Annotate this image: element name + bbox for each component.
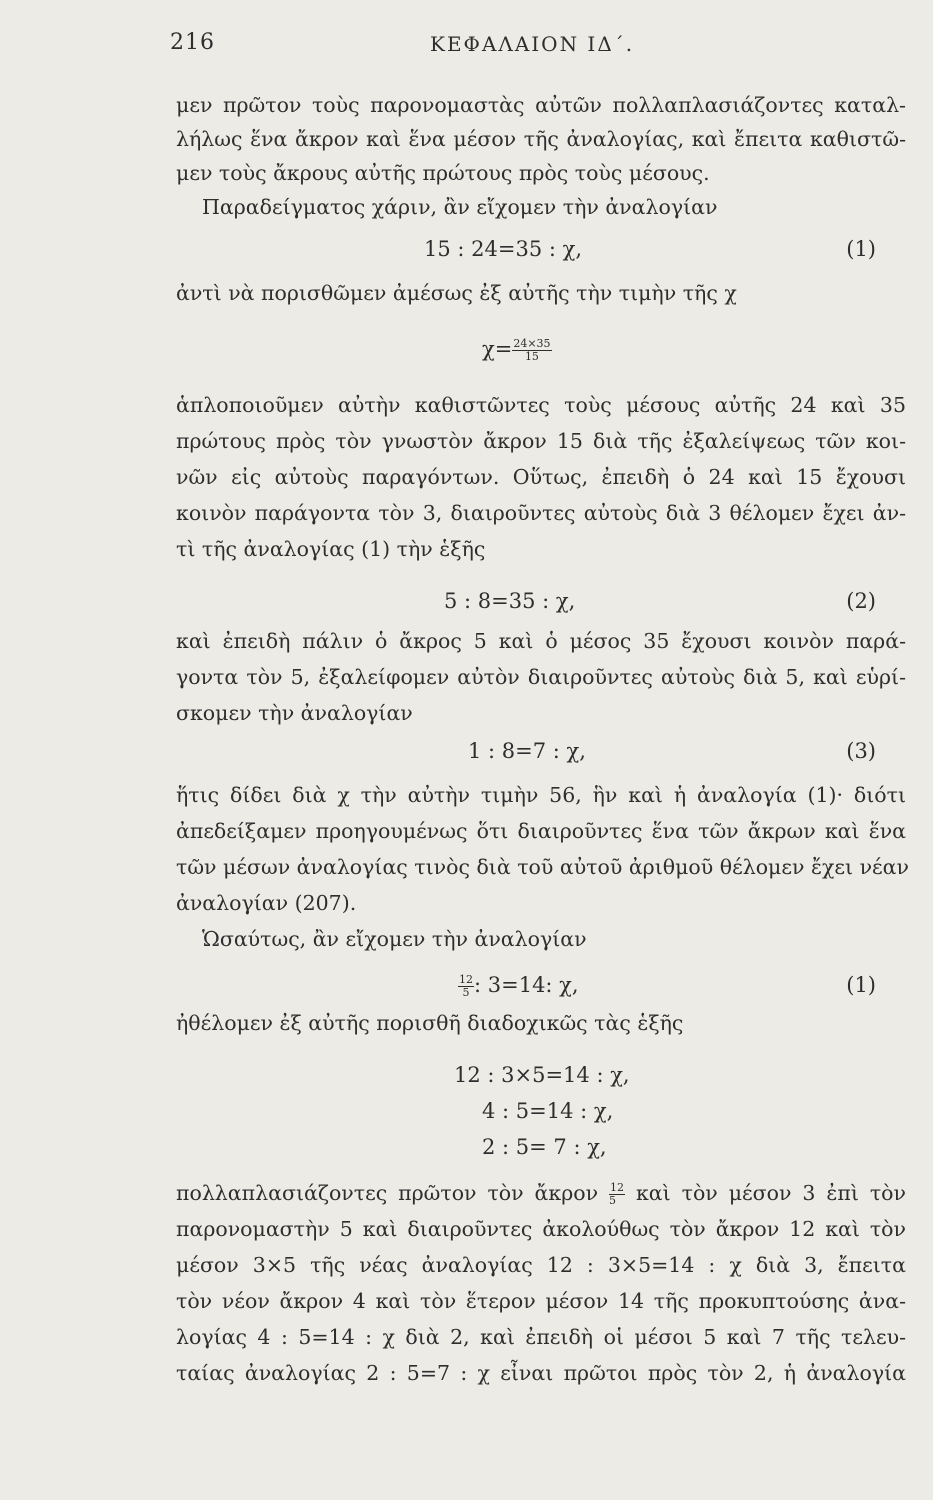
equation-lhs: χ= — [482, 337, 513, 361]
text-line: καὶ ἐπειδὴ πάλιν ὁ ἄκρος 5 καὶ ὁ μέσος 35 ἔχουσι κοινὸν παρά- — [176, 629, 906, 653]
equation-number: (1) — [846, 973, 876, 997]
equation-formula: 2 : 5= 7 : χ, — [482, 1135, 607, 1159]
text-segment: καὶ τὸν μέσον 3 ἐπὶ τὸν — [635, 1181, 906, 1205]
equation-formula: 15 : 24=35 : χ, — [424, 237, 583, 261]
fraction — [512, 338, 551, 363]
equation-number: (2) — [846, 589, 876, 613]
text-line: νῶν εἰς αὐτοὺς παραγόντων. Οὕτως, ἐπειδὴ ὁ 24 καὶ 15 ἔχουσι — [176, 465, 906, 489]
text-line: γοντα τὸν 5, ἐξαλείφομεν αὐτὸν διαιροῦντες αὐτοὺς διὰ 5, καὶ εὑρί- — [176, 665, 906, 689]
text-line: ἠθέλομεν ἐξ αὐτῆς πορισθῆ διαδοχικῶς τὰς ἑξῆς — [176, 1011, 684, 1035]
text-line: σκομεν τὴν ἀναλογίαν — [176, 701, 413, 725]
equation-formula: 5 : 8=35 : χ, — [444, 589, 576, 613]
text-line: Παραδείγματος χάριν, ἂν εἴχομεν τὴν ἀναλογίαν — [202, 195, 718, 219]
text-line: ἀπεδείξαμεν προηγουμένως ὅτι διαιροῦντες ἕνα τῶν ἄκρων καὶ ἕνα — [176, 819, 906, 843]
fraction-numerator: 12 — [459, 973, 473, 986]
running-title: ΚΕΦΑΛΑΙΟΝ ΙΔ΄. — [430, 32, 635, 56]
text-line: μεν τοὺς ἄκρους αὐτῆς πρώτους πρὸς τοὺς μέσους. — [176, 161, 710, 185]
fraction-numerator: 12 — [610, 1181, 625, 1194]
text-line: λογίας 4 : 5=14 : χ διὰ 2, καὶ ἐπειδὴ οἱ μέσοι 5 καὶ 7 τῆς τελευ- — [176, 1325, 906, 1349]
text-line: παρονομαστὴν 5 καὶ διαιροῦντες ἀκολούθως τὸν ἄκρον 12 καὶ τὸν — [176, 1217, 906, 1241]
equation-number: (3) — [846, 739, 876, 763]
fraction-denominator: 15 — [524, 350, 539, 363]
page-number: 216 — [170, 30, 215, 55]
text-segment: πολλαπλασιάζοντες πρῶτον τὸν ἄκρον — [176, 1181, 599, 1205]
fraction-numerator: 24×35 — [513, 337, 551, 350]
text-line: ἁπλοποιοῦμεν αὐτὴν καθιστῶντες τοὺς μέσους αὐτῆς 24 καὶ 35 — [176, 393, 906, 417]
text-line: ταίας ἀναλογίας 2 : 5=7 : χ εἶναι πρῶτοι πρὸς τὸν 2, ἡ ἀναλογία — [176, 1361, 906, 1385]
equation-formula: : 3=14: χ, — [474, 973, 579, 997]
text-line: μέσον 3×5 τῆς νέας ἀναλογίας 12 : 3×5=14 : χ διὰ 3, ἔπειτα — [176, 1253, 906, 1277]
fraction-denominator: 5 — [462, 986, 470, 999]
fraction-denominator: 5 — [609, 1194, 617, 1207]
equation-formula: 12 : 3×5=14 : χ, — [454, 1063, 630, 1087]
text-line — [176, 1178, 906, 1208]
text-line: τῶν μέσων ἀναλογίας τινὸς διὰ τοῦ αὐτοῦ ἀριθμοῦ θέλομεν ἔχει νέαν — [176, 855, 909, 879]
page-header — [170, 30, 910, 66]
equation-formula: 4 : 5=14 : χ, — [482, 1099, 614, 1123]
text-line: κοινὸν παράγοντα τὸν 3, διαιροῦντες αὐτοὺς διὰ 3 θέλομεν ἔχει ἀν- — [176, 501, 906, 525]
text-line: τὸν νέον ἄκρον 4 καὶ τὸν ἕτερον μέσον 14 τῆς προκυπτούσης ἀνα- — [176, 1289, 906, 1313]
text-line: ἀντὶ νὰ πορισθῶμεν ἀμέσως ἐξ αὐτῆς τὴν τιμὴν τῆς χ — [176, 281, 737, 305]
text-line: ἥτις δίδει διὰ χ τὴν αὐτὴν τιμὴν 56, ἣν καὶ ἡ ἀναλογία (1)· διότι — [176, 783, 906, 807]
equation-number: (1) — [846, 237, 876, 261]
text-line: μεν πρῶτον τοὺς παρονομαστὰς αὐτῶν πολλαπλασιάζοντες καταλ- — [176, 93, 906, 117]
fraction — [458, 974, 474, 999]
text-line: λήλως ἕνα ἄκρον καὶ ἕνα μέσον τῆς ἀναλογίας, καὶ ἔπειτα καθιστῶ- — [176, 127, 906, 151]
text-line: Ὡσαύτως, ἂν εἴχομεν τὴν ἀναλογίαν — [202, 927, 587, 951]
equation-formula: 1 : 8=7 : χ, — [468, 739, 586, 763]
text-line: ἀναλογίαν (207). — [176, 891, 357, 915]
fraction — [609, 1182, 625, 1207]
text-line: πρώτους πρὸς τὸν γνωστὸν ἄκρον 15 διὰ τῆς ἐξαλείψεως τῶν κοι- — [176, 429, 906, 453]
text-line: τὶ τῆς ἀναλογίας (1) τὴν ἑξῆς — [176, 537, 486, 561]
